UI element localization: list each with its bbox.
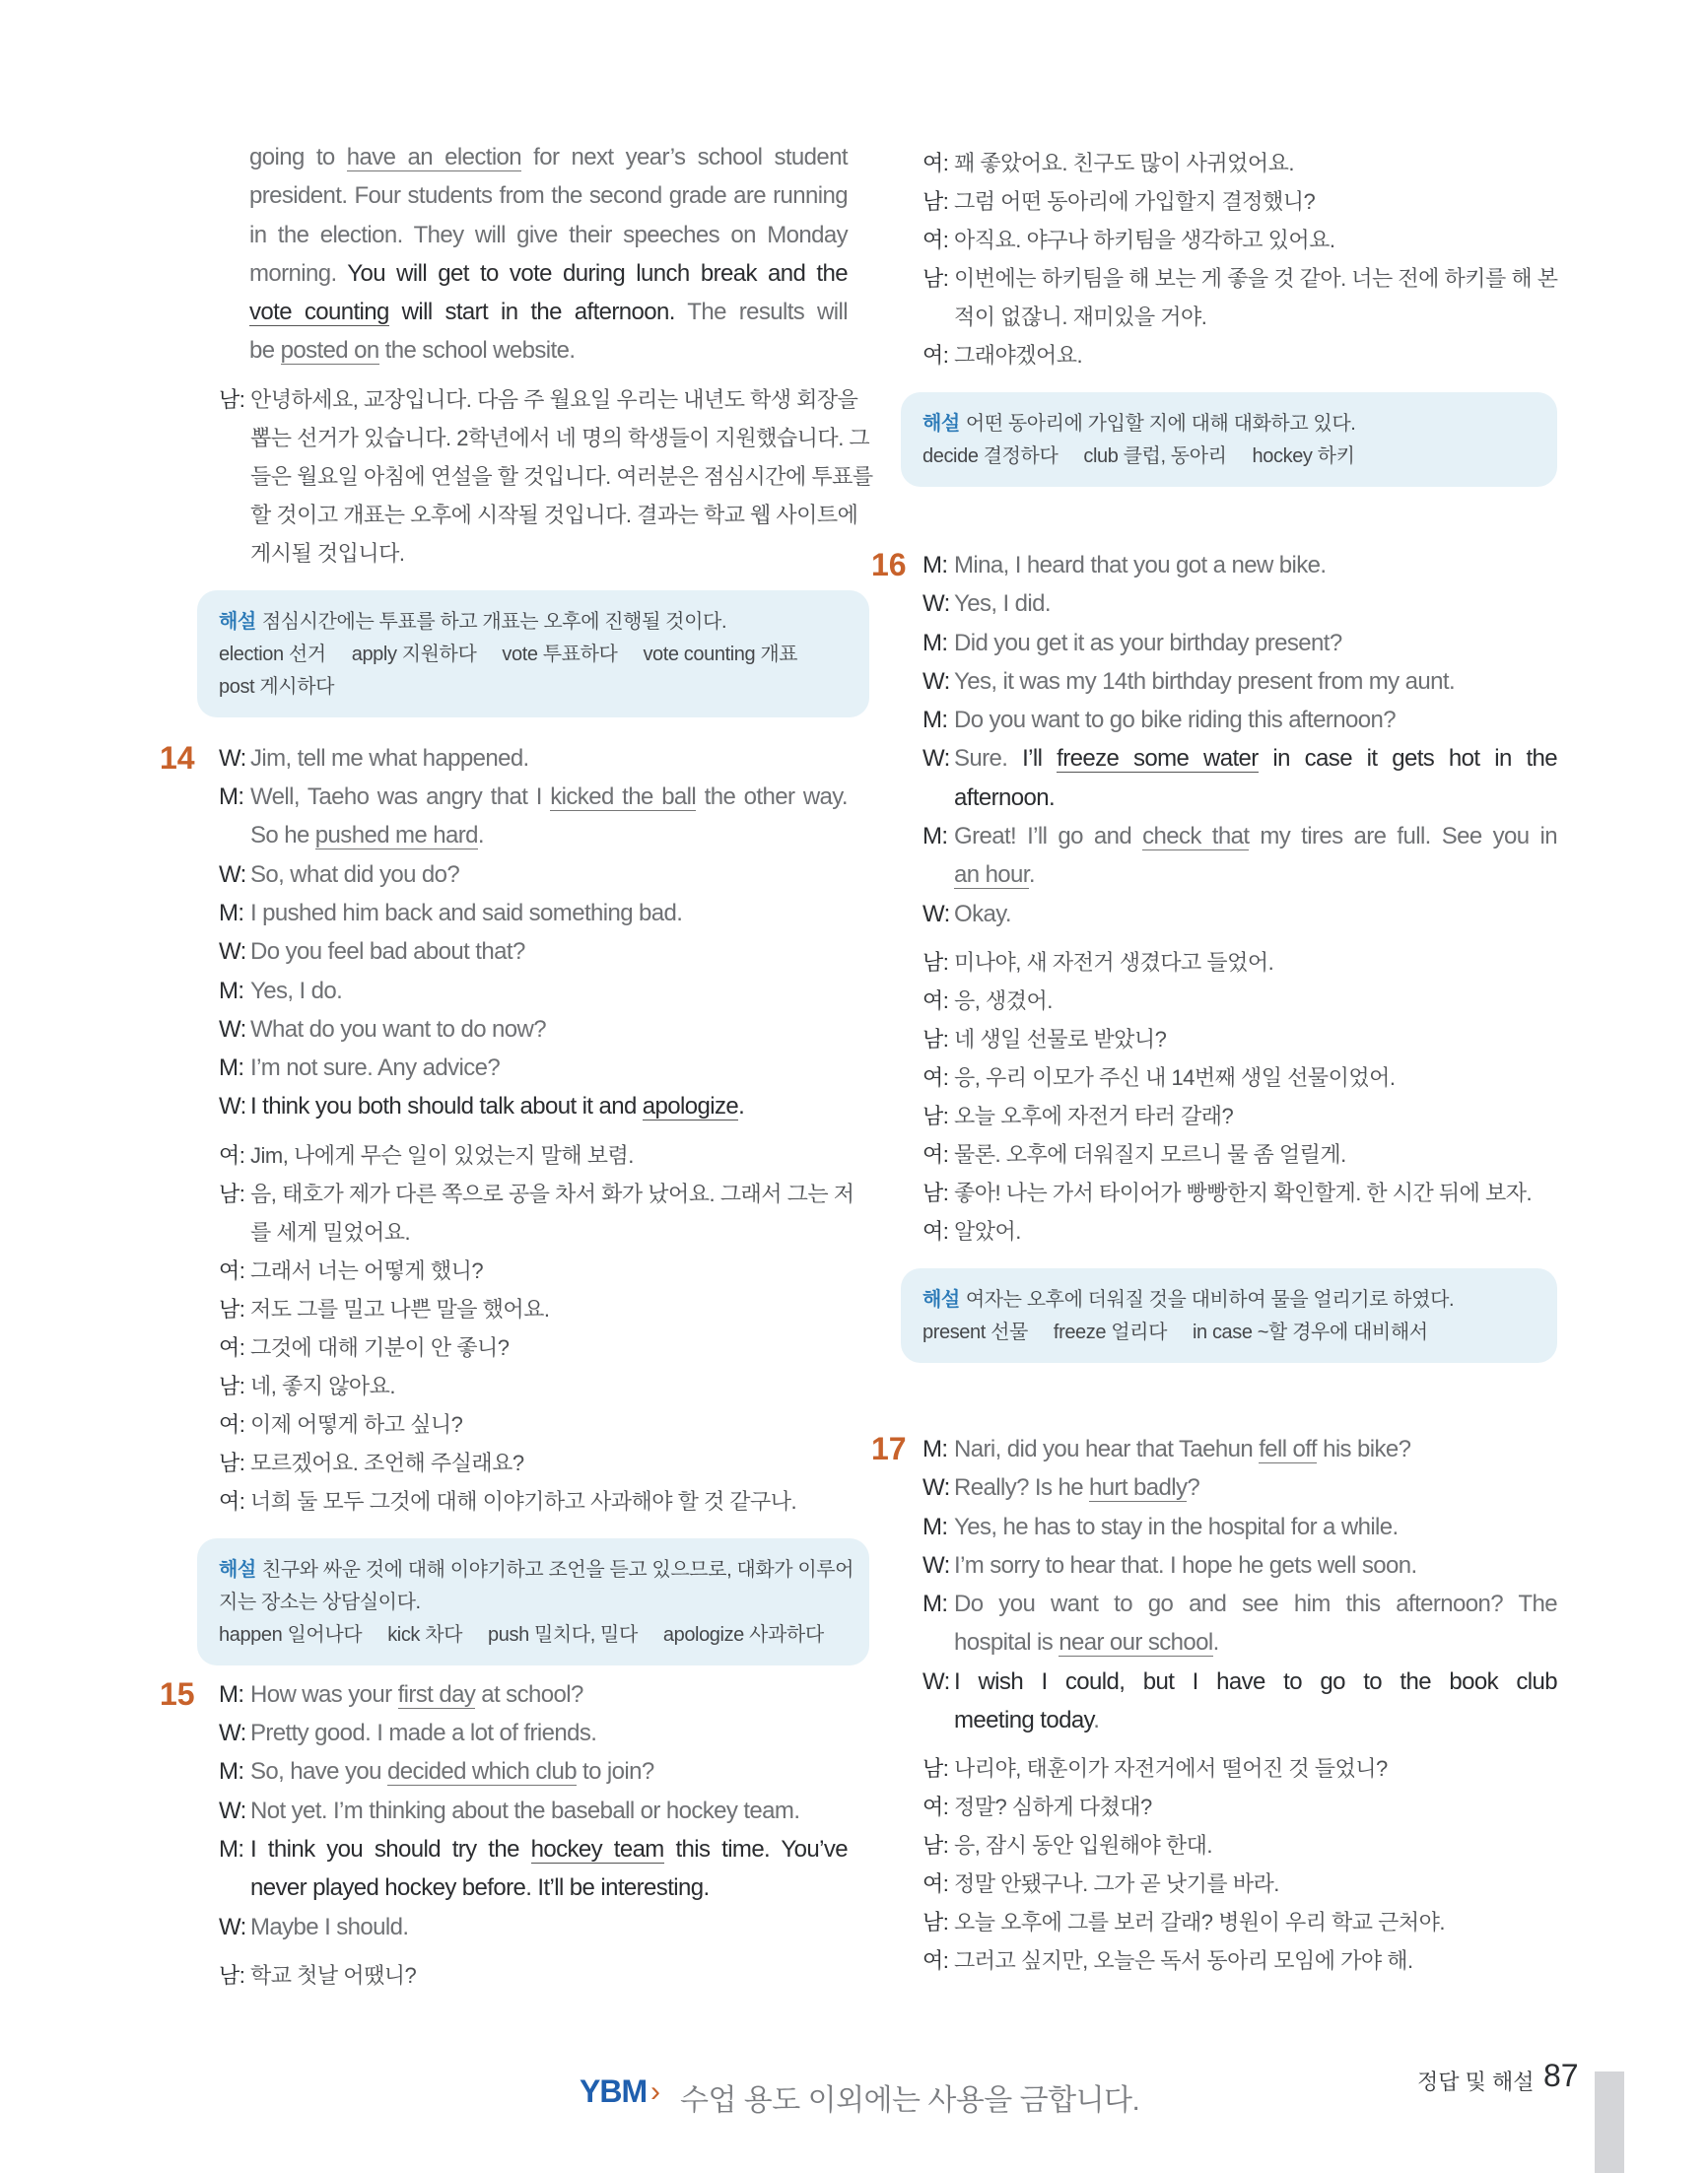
korean-line: 남: 좋아! 나는 가서 타이어가 빵빵한지 확인할게. 한 시간 뒤에 보자. bbox=[922, 1180, 1533, 1205]
explanation-tag: 해설 bbox=[922, 413, 960, 435]
korean-translation bbox=[922, 1749, 1557, 1980]
explanation-text: 해설 여자는 오후에 더워질 것을 대비하여 물을 얼리기로 하였다. bbox=[922, 1288, 1455, 1311]
q15-korean-continued bbox=[867, 144, 1557, 487]
dialogue-line: M: How was your first day at school? bbox=[219, 1680, 583, 1708]
dialogue-line: W: Really? Is he hurt badly? bbox=[922, 1474, 1200, 1502]
dialogue-line: hospital is near our school. bbox=[954, 1629, 1219, 1657]
korean-line: 여: 알았어. bbox=[922, 1218, 1021, 1244]
korean-line: 여: 꽤 좋았어요. 친구도 많이 사귀었어요. bbox=[922, 151, 1294, 175]
dialogue-line: W: I wish I could, but I have to go to the book club bbox=[922, 1667, 1557, 1695]
dialogue-line: W: Yes, it was my 14th birthday present from my aunt. bbox=[922, 667, 1456, 695]
explanation-box bbox=[197, 590, 869, 717]
explanation-box bbox=[901, 392, 1557, 487]
question-17 bbox=[867, 1430, 1557, 1980]
explanation-text: 지는 장소는 상담실이다. bbox=[219, 1591, 421, 1613]
explanation-text: 해설 점심시간에는 투표를 하고 개표는 오후에 진행될 것이다. bbox=[219, 610, 727, 633]
korean-translation bbox=[219, 1136, 854, 1521]
korean-line: 남: 네 생일 선물로 받았니? bbox=[922, 1026, 1167, 1052]
vocab-line: happen 일어나다 kick 차다 push 밀치다, 밀다 apologize 사과하다 bbox=[219, 1623, 824, 1646]
korean-line: 여: 응, 우리 이모가 주신 내 14번째 생일 선물이었어. bbox=[922, 1064, 1396, 1090]
right-column bbox=[867, 144, 1557, 1980]
korean-line: 여: 그러고 싶지만, 오늘은 독서 동아리 모임에 가야 해. bbox=[922, 1948, 1413, 1974]
passage-line: going to have an election for next year’s school student bbox=[249, 144, 848, 170]
question-15 bbox=[158, 1675, 848, 1995]
korean-line: 여: 정말 안됐구나. 그가 곧 낫기를 바라. bbox=[922, 1871, 1279, 1897]
dialogue-line: never played hockey before. It’ll be interesting. bbox=[250, 1874, 710, 1902]
section-label: 정답 및 해설 bbox=[1417, 2070, 1535, 2094]
korean-line: 남: 그럼 어떤 동아리에 가입할지 결정했니? bbox=[922, 189, 1316, 214]
page-number: 87 bbox=[1543, 2058, 1579, 2093]
korean-line: 게시될 것입니다. bbox=[250, 540, 405, 566]
explanation-box bbox=[197, 1538, 869, 1665]
dialogue-line: W: Maybe I should. bbox=[219, 1913, 409, 1940]
passage-line: vote counting will start in the afternoon. The results will bbox=[249, 299, 848, 326]
ybm-logo: YBM bbox=[580, 2073, 648, 2109]
passage-line: in the election. They will give their speeches on Monday bbox=[249, 221, 848, 248]
explanation-tag: 해설 bbox=[219, 1558, 256, 1581]
korean-line: 적이 없잖니. 재미있을 거야. bbox=[954, 305, 1207, 329]
dialogue-line: So he pushed me hard. bbox=[250, 822, 484, 849]
korean-line: 남: 안녕하세요, 교장입니다. 다음 주 월요일 우리는 내년도 학생 회장을 bbox=[219, 386, 858, 412]
dialogue-line: W: Pretty good. I made a lot of friends. bbox=[219, 1720, 597, 1747]
dialogue-line: afternoon. bbox=[954, 783, 1056, 811]
dialogue-line: W: I think you both should talk about it and apologize. bbox=[219, 1093, 745, 1120]
passage-line: be posted on the school website. bbox=[249, 337, 576, 365]
dialogue-line: M: Yes, I do. bbox=[219, 977, 343, 1004]
dialogue-line: an hour. bbox=[954, 861, 1035, 889]
vocab-line: election 선거 apply 지원하다 vote 투표하다 vote counting 개표 bbox=[219, 643, 798, 665]
korean-line: 를 세게 밀었어요. bbox=[250, 1219, 411, 1245]
passage-line: president. Four students from the second grade are running bbox=[249, 182, 848, 210]
page-edge-tab bbox=[1595, 2071, 1624, 2173]
korean-line: 남: 응, 잠시 동안 입원해야 한대. bbox=[922, 1833, 1212, 1859]
korean-line: 여: 이제 어떻게 하고 싶니? bbox=[219, 1411, 463, 1437]
dialogue-line: M: Well, Taeho was angry that I kicked the ball the other way. bbox=[219, 783, 848, 811]
dialogue-line: W: What do you want to do now? bbox=[219, 1015, 546, 1043]
korean-line: 남: 오늘 오후에 자전거 타러 갈래? bbox=[922, 1103, 1234, 1128]
dialogue-line: M: Do you want to go bike riding this afternoon? bbox=[922, 707, 1396, 734]
dialogue-line: M: So, have you decided which club to join? bbox=[219, 1758, 654, 1786]
left-column bbox=[158, 138, 873, 1995]
dialogue-line: W: Jim, tell me what happened. bbox=[219, 744, 529, 772]
korean-line: 남: 음, 태호가 제가 다른 쪽으로 공을 차서 화가 났어요. 그래서 그는 저 bbox=[219, 1181, 854, 1206]
dialogue-line: M: Do you want to go and see him this afternoon? The bbox=[922, 1591, 1557, 1618]
explanation-text: 해설 어떤 동아리에 가입할 지에 대해 대화하고 있다. bbox=[922, 413, 1356, 435]
korean-line: 여: 아직요. 야구나 하키팀을 생각하고 있어요. bbox=[922, 228, 1335, 252]
korean-line: 남: 이번에는 하키팀을 해 보는 게 좋을 것 같아. 너는 전에 하키를 해 본 bbox=[922, 266, 1558, 291]
q13-korean bbox=[158, 380, 873, 573]
question-number: 16 bbox=[871, 547, 907, 582]
korean-line: 남: 저도 그를 밀고 나쁜 말을 했어요. bbox=[219, 1296, 550, 1322]
vocab-line: post 게시하다 bbox=[219, 675, 335, 698]
dialogue-line: M: Yes, he has to stay in the hospital for a while. bbox=[922, 1513, 1399, 1540]
korean-line: 뽑는 선거가 있습니다. 2학년에서 네 명의 학생들이 지원했습니다. 그 bbox=[250, 425, 870, 450]
korean-line: 여: 그래서 너는 어떻게 했니? bbox=[219, 1257, 484, 1283]
dialogue-line: W: I’m sorry to hear that. I hope he gets well soon. bbox=[922, 1551, 1417, 1579]
chevron-right-icon: › bbox=[650, 2075, 660, 2108]
question-number: 17 bbox=[871, 1430, 907, 1466]
korean-line: 여: 그것에 대해 기분이 안 좋니? bbox=[219, 1334, 510, 1360]
usage-notice: 수업 용도 이외에는 사용을 금합니다. bbox=[680, 2084, 1140, 2117]
question-16 bbox=[867, 546, 1557, 1363]
vocab-line: present 선물 freeze 얼리다 in case ~할 경우에 대비해서 bbox=[922, 1321, 1428, 1343]
korean-line: 남: 미나야, 새 자전거 생겼다고 들었어. bbox=[922, 949, 1274, 975]
dialogue-line: M: I pushed him back and said something bad. bbox=[219, 899, 683, 926]
question-number: 14 bbox=[160, 739, 195, 776]
question-number: 15 bbox=[160, 1675, 195, 1712]
korean-translation bbox=[922, 943, 1557, 1251]
explanation-text: 해설 친구와 싸운 것에 대해 이야기하고 조언을 듣고 있으므로, 대화가 이루어 bbox=[219, 1558, 854, 1581]
explanation-tag: 해설 bbox=[922, 1288, 960, 1311]
dialogue-line: W: So, what did you do? bbox=[219, 860, 460, 888]
korean-line: 할 것이고 개표는 오후에 시작될 것입니다. 결과는 학교 웹 사이트에 bbox=[250, 502, 858, 527]
dialogue-line: W: Do you feel bad about that? bbox=[219, 938, 525, 966]
korean-line: 여: 그래야겠어요. bbox=[922, 343, 1083, 368]
dialogue-line: W: Not yet. I’m thinking about the baseball or hockey team. bbox=[219, 1797, 800, 1824]
dialogue-line: W: Sure. I’ll freeze some water in case it gets hot in the bbox=[922, 745, 1558, 773]
dialogue-line: meeting today. bbox=[954, 1707, 1100, 1734]
passage-line: morning. You will get to vote during lunch break and the bbox=[249, 259, 848, 287]
dialogue-line: M: I’m not sure. Any advice? bbox=[219, 1054, 501, 1082]
korean-line: 여: 응, 생겼어. bbox=[922, 987, 1053, 1013]
korean-line: 남: 나리야, 태훈이가 자전거에서 떨어진 것 들었니? bbox=[922, 1756, 1388, 1782]
korean-line: 들은 월요일 아침에 연설을 할 것입니다. 여러분은 점심시간에 투표를 bbox=[250, 463, 873, 489]
question-14 bbox=[158, 739, 854, 1665]
dialogue-line: M: Did you get it as your birthday present? bbox=[922, 629, 1342, 656]
korean-line: 여: 물론. 오후에 더워질지 모르니 물 좀 얼릴게. bbox=[922, 1141, 1346, 1167]
dialogue-line: M: Nari, did you hear that Taehun fell off his bike? bbox=[922, 1435, 1411, 1462]
korean-line: 여: 너희 둘 모두 그것에 대해 이야기하고 사과해야 할 것 같구나. bbox=[219, 1488, 797, 1514]
dialogue-line: W: Yes, I did. bbox=[922, 590, 1051, 618]
dialogue-line: W: Okay. bbox=[922, 900, 1011, 927]
dialogue-line: M: I think you should try the hockey team this time. You’ve bbox=[219, 1835, 849, 1863]
korean-line: 남: 네, 좋지 않아요. bbox=[219, 1373, 395, 1398]
vocab-line: decide 결정하다 club 클럽, 동아리 hockey 하키 bbox=[922, 445, 1355, 467]
korean-line: 여: Jim, 나에게 무슨 일이 있었는지 말해 보렴. bbox=[219, 1142, 634, 1168]
korean-line: 남: 모르겠어요. 조언해 주실래요? bbox=[219, 1450, 524, 1475]
dialogue-line: M: Mina, I heard that you got a new bike. bbox=[922, 552, 1327, 578]
korean-line: 여: 정말? 심하게 다쳤대? bbox=[922, 1795, 1152, 1820]
q13-passage-end bbox=[158, 138, 848, 371]
dialogue-line: M: Great! I’ll go and check that my tires are full. See you in bbox=[922, 823, 1557, 850]
korean-line: 남: 학교 첫날 어땠니? bbox=[219, 1962, 417, 1988]
explanation-box bbox=[901, 1268, 1557, 1363]
explanation-tag: 해설 bbox=[219, 610, 256, 633]
korean-line: 남: 오늘 오후에 그를 보러 갈래? 병원이 우리 학교 근처야. bbox=[922, 1910, 1446, 1935]
